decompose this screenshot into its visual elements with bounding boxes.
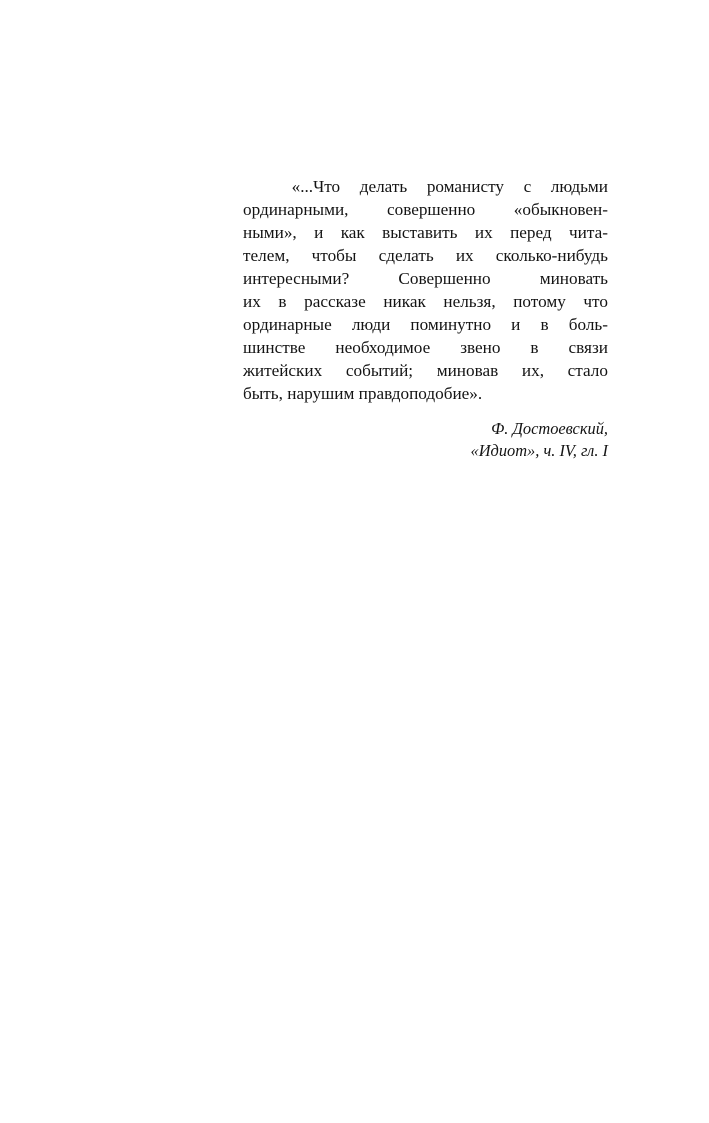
word: Совершенно <box>398 269 491 288</box>
word: чита- <box>569 223 608 242</box>
word: стало <box>567 361 608 380</box>
word: ными», <box>243 223 297 242</box>
quote-line <box>243 267 608 290</box>
word: никак <box>383 292 426 311</box>
word: романисту <box>426 177 504 196</box>
epigraph-quote-text <box>243 175 608 405</box>
word: боль- <box>568 315 608 334</box>
word: житейских <box>243 361 323 380</box>
word: в <box>278 292 287 311</box>
word: людьми <box>550 177 608 196</box>
word: как <box>340 223 365 242</box>
word: связи <box>568 338 608 357</box>
quote-line <box>243 290 608 313</box>
word: ординарные <box>243 315 332 334</box>
quote-line <box>243 198 608 221</box>
quote-line <box>243 221 608 244</box>
quote-line <box>243 313 608 336</box>
word: нарушим <box>287 384 355 403</box>
word: сколько-нибудь <box>495 246 608 265</box>
quote-line <box>243 175 608 198</box>
word: в <box>530 338 539 357</box>
word: правдоподобие». <box>358 384 483 403</box>
word: перед <box>510 223 552 242</box>
word: их <box>474 223 493 242</box>
word: потому <box>513 292 566 311</box>
word: шинстве <box>243 338 306 357</box>
word: «...Что <box>291 177 341 196</box>
word: поминутно <box>410 315 492 334</box>
word: их <box>243 292 261 311</box>
attribution-source: «Идиот», ч. IV, гл. I <box>470 441 608 460</box>
word: что <box>583 292 608 311</box>
epigraph-attribution <box>243 418 608 462</box>
word: и <box>511 315 521 334</box>
word: и <box>314 223 324 242</box>
word: совершенно <box>386 200 476 219</box>
word: событий; <box>345 361 414 380</box>
word: звено <box>460 338 501 357</box>
word: необходимое <box>335 338 431 357</box>
epigraph-block <box>243 175 608 462</box>
word: их, <box>521 361 544 380</box>
word: в <box>540 315 549 334</box>
attribution-author: Ф. Достоевский, <box>491 419 608 438</box>
quote-line <box>243 244 608 267</box>
word: сделать <box>378 246 434 265</box>
word: делать <box>359 177 408 196</box>
word: их <box>455 246 474 265</box>
word: люди <box>351 315 391 334</box>
first-line-indent <box>243 175 272 198</box>
word: телем, <box>243 246 290 265</box>
word: интересными? <box>243 269 350 288</box>
word: миновав <box>436 361 499 380</box>
quote-line <box>243 336 608 359</box>
word: быть, <box>243 384 283 403</box>
word: миновать <box>539 269 608 288</box>
word: рассказе <box>304 292 366 311</box>
word: нельзя, <box>443 292 496 311</box>
quote-line <box>243 382 608 405</box>
word: ординарными, <box>243 200 349 219</box>
quote-line <box>243 359 608 382</box>
word: «обыкновен- <box>513 200 608 219</box>
word: чтобы <box>311 246 357 265</box>
word: с <box>523 177 532 196</box>
word: выставить <box>382 223 458 242</box>
